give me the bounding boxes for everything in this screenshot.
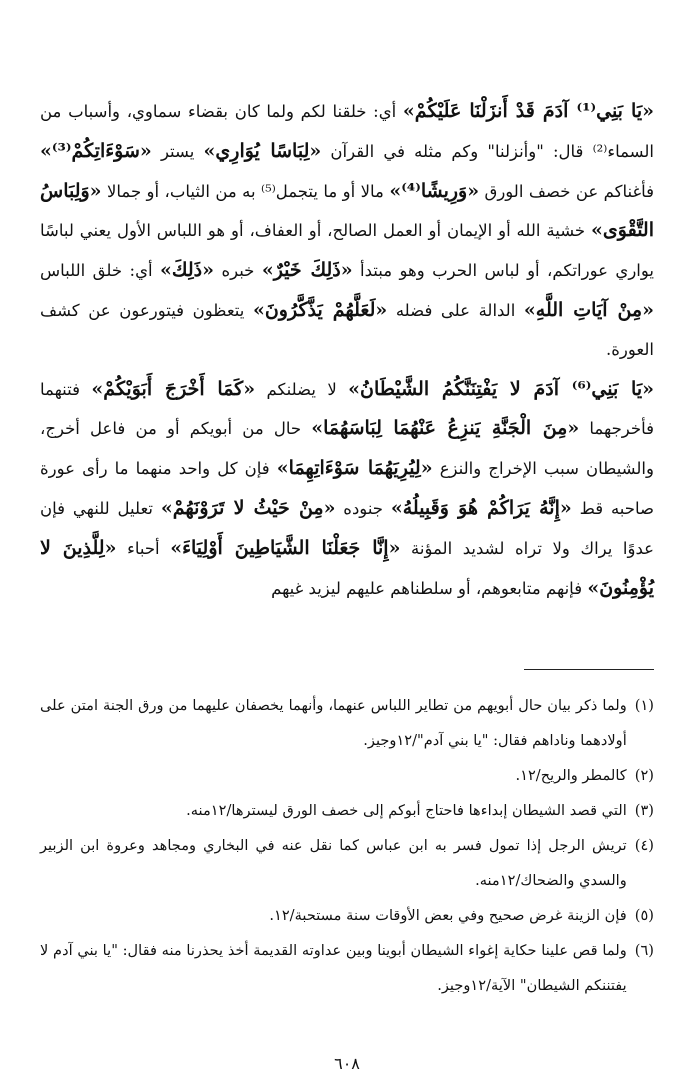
quran-verse: «لِبَاسًا يُوَارِي» — [203, 139, 322, 162]
paragraph-1 — [40, 92, 654, 370]
footnote-1 — [40, 688, 654, 758]
commentary-text: أي: خلق اللباس — [40, 261, 160, 281]
quran-verse: «مِنَ الْجَنَّةِ يَنزِعُ عَنْهُمَا لِبَاسَهُمَا» — [311, 417, 580, 440]
commentary-text: لا يضلنكم — [255, 379, 349, 399]
commentary-text: يستر — [151, 141, 204, 161]
footnote-text: ولما قص علينا حكاية إغواء الشيطان أبوينا وبين عداوته القديمة أخذ يحذرنا منه فقال: "يا بني آدم لا يفتننكم الشيطان" الآية/١٢وجيز. — [40, 942, 627, 994]
quran-verse: «يَا بَنِي⁽¹⁾ آدَمَ قَدْ أَنزَلْنَا عَلَيْكُمْ» — [402, 100, 654, 122]
commentary-text: أي: خلقنا لكم ولما كان بقضاء سماوي، وأسباب من السماء⁽²⁾ قال: "وأنزلنا" وكم مثله في القرآن — [40, 102, 654, 161]
commentary-text: فتنهما فأخرجهما — [40, 379, 654, 439]
quran-verse: «لَعَلَّهُمْ يَذَّكَّرُونَ» — [252, 298, 388, 321]
quran-verse: «وَرِيشًا⁽⁴⁾» — [389, 179, 480, 202]
paragraph-2 — [40, 370, 654, 609]
footnote-text: التي قصد الشيطان إبداءها فاحتاج أبوكم إلى خصف الورق ليسترها/١٢منه. — [186, 802, 627, 819]
footnote-text: فإن الزينة غرض صحيح وفي بعض الأوقات سنة مستحبة/١٢. — [269, 907, 627, 924]
footnote-3 — [40, 793, 654, 828]
footnote-separator — [524, 669, 654, 670]
footnote-2 — [40, 758, 654, 793]
commentary-text: خبره — [214, 261, 262, 281]
quran-verse: «لِيُرِيَهُمَا سَوْءَاتِهِمَا» — [276, 457, 433, 480]
commentary-text: الدالة على فضله — [387, 300, 524, 320]
footnote-number: (٦) — [634, 942, 654, 959]
commentary-text: فأغناكم عن خصف الورق — [479, 181, 655, 201]
commentary-text: مالا أو ما يتجمل⁽⁵⁾ به من الثياب، أو جمالا — [101, 181, 390, 201]
quran-verse: «مِنْ حَيْثُ لا تَرَوْنَهُمْ» — [160, 496, 336, 519]
quran-verse: «لِلَّذِينَ لا يُؤْمِنُونَ» — [40, 536, 654, 599]
footnote-number: (١) — [634, 697, 654, 714]
footnote-number: (٢) — [634, 767, 654, 784]
quran-verse: «إِنَّا جَعَلْنَا الشَّيَاطِينَ أَوْلِيَاءَ» — [170, 536, 401, 559]
footnote-text: تريش الرجل إذا تمول فسر به ابن عباس كما نقل عنه في البخاري ومجاهد وعروة ابن الزبير والسدي والضحاك/١٢منه. — [40, 837, 627, 889]
footnotes — [40, 688, 654, 1003]
quran-verse: «سَوْءَاتِكُمْ⁽³⁾» — [40, 139, 152, 162]
footnote-text: كالمطر والريح/١٢. — [515, 767, 627, 784]
quran-verse: «يَا بَنِي⁽⁶⁾ آدَمَ لا يَفْتِنَنَّكُمُ الشَّيْطَانُ» — [348, 377, 654, 400]
footnote-text: ولما ذكر بيان حال أبويهم من تطاير اللباس عنهما، وأنهما يخصفان عليهما من ورق الجنة امتن على أولادهما وناداهم فقال: "يا بني آدم"/١٢وجيز. — [40, 697, 627, 749]
commentary-text: تعليل للنهي فإن عدوًا يراك ولا تراه لشديد المؤنة — [40, 498, 654, 558]
commentary-text: فإن كل واحد منهما ما رأى عورة صاحبه قط — [40, 459, 655, 518]
commentary-text: جنوده — [335, 498, 391, 518]
quran-verse: «وَلِبَاسُ التَّقْوَى» — [40, 179, 654, 242]
footnote-number: (٤) — [634, 837, 654, 854]
footnote-6 — [40, 933, 654, 1003]
quran-verse: «مِنْ آيَاتِ اللَّهِ» — [523, 298, 654, 321]
footnote-number: (٥) — [634, 907, 654, 924]
commentary-text: خشية الله أو الإيمان أو العمل الصالح، أو العفاف، أو هو اللباس الأول يعني لباسًا يواري عوراتكم، أو لباس الحرب وهو مبتدأ — [40, 221, 654, 281]
commentary-text: حال من أبويكم أو من فاعل أخرج، والشيطان سبب الإخراج والنزع — [40, 419, 654, 479]
commentary-text: فإنهم متابعوهم، أو سلطناهم عليهم ليزيد غيهم — [271, 578, 588, 598]
quran-verse: «إِنَّهُ يَرَاكُمْ هُوَ وَقَبِيلُهُ» — [390, 496, 572, 519]
quran-verse: «كَمَا أَخْرَجَ أَبَوَيْكُمْ» — [91, 377, 256, 400]
quran-verse: «ذَلِكَ» — [160, 259, 215, 282]
footnote-5 — [40, 898, 654, 933]
footnote-number: (٣) — [634, 802, 654, 819]
commentary-text: أحباء — [116, 538, 171, 558]
quran-verse: «ذَلِكَ خَيْرٌ» — [261, 259, 353, 282]
footnote-4 — [40, 828, 654, 898]
main-text — [40, 92, 654, 608]
commentary-text: يتعظون فيتورعون عن كشف العورة. — [40, 300, 654, 359]
page-number: ٦٠٨ — [334, 1054, 360, 1073]
